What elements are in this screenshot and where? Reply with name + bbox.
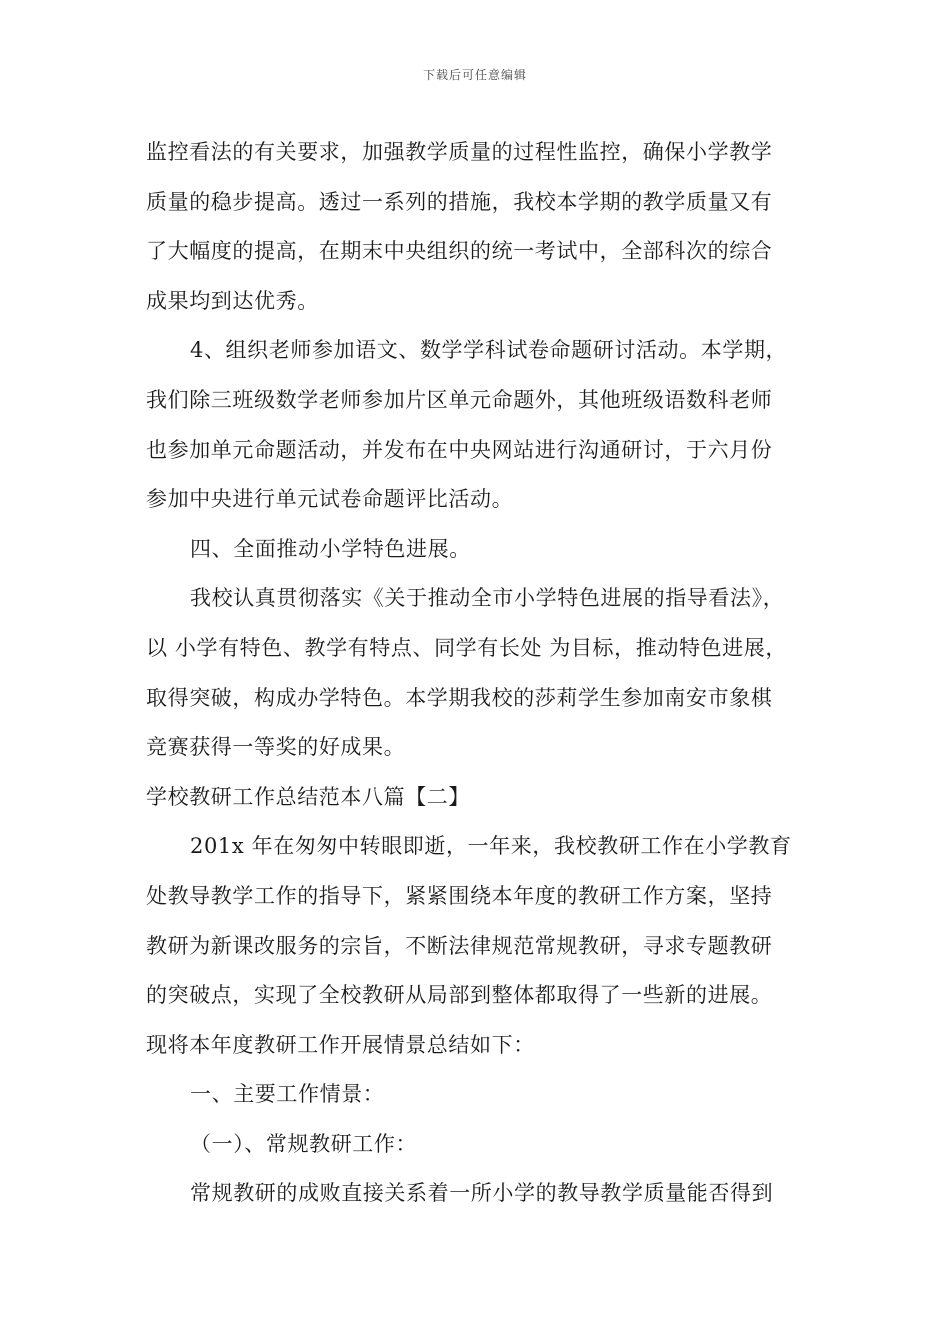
section-heading-4: 四、全面推动小学特色进展。 [190, 536, 471, 561]
text-line-4: 成果均到达优秀。 [146, 288, 319, 313]
text-line-22: 常规教研的成败直接关系着一所小学的教导教学质量能否得到 [190, 1181, 774, 1206]
document-body [146, 128, 826, 1219]
subsection-heading-1: （一）、常规教研工作： [190, 1131, 418, 1156]
text-line-3: 了大幅度的提高，在期末中央组织的统一考试中，全部科次的综合 [146, 239, 773, 264]
text-line-17: 教研为新课改服务的宗旨，不断法律规范常规教研，寻求专题教研 [146, 933, 773, 958]
text-line-15: 201x 年在匆匆中转眼即逝，一年来，我校教研工作在小学教育 [190, 834, 792, 859]
text-line-5: 4、组织老师参加语文、数学学科试卷命题研讨活动。本学期， [190, 338, 788, 363]
text-line-2: 质量的稳步提高。透过一系列的措施，我校本学期的教学质量又有 [146, 189, 773, 214]
text-line-1: 监控看法的有关要求，加强教学质量的过程性监控，确保小学教学 [146, 140, 773, 164]
document-text [146, 128, 826, 1219]
text-line-18: 的突破点，实现了全校教研从局部到整体都取得了一些新的进展。 [146, 983, 773, 1008]
text-line-11: 以 小学有特色、教学有特点、同学有长处 为目标，推动特色进展， [146, 635, 787, 660]
text-line-7: 也参加单元命题活动，并发布在中央网站进行沟通研讨，于六月份 [146, 437, 773, 462]
text-line-8: 参加中央进行单元试卷命题评比活动。 [146, 487, 514, 512]
text-line-12: 取得突破，构成办学特色。本学期我校的莎莉学生参加南安市象棋 [146, 685, 773, 710]
text-line-19: 现将本年度教研工作开展情景总结如下： [146, 1032, 535, 1057]
text-line-16: 处教导教学工作的指导下，紧紧围绕本年度的教研工作方案，坚持 [146, 883, 773, 908]
section-heading-1: 一、主要工作情景： [190, 1082, 385, 1107]
article-title-2: 学校教研工作总结范本八篇【二】 [146, 784, 470, 809]
text-line-10: 我校认真贯彻落实《关于推动全市小学特色进展的指导看法》， [190, 586, 785, 611]
text-line-13: 竞赛获得一等奖的好成果。 [146, 735, 406, 760]
page-header: 下载后可任意编辑 [422, 68, 527, 82]
text-line-6: 我们除三班级数学老师参加片区单元命题外，其他班级语数科老师 [146, 387, 773, 412]
